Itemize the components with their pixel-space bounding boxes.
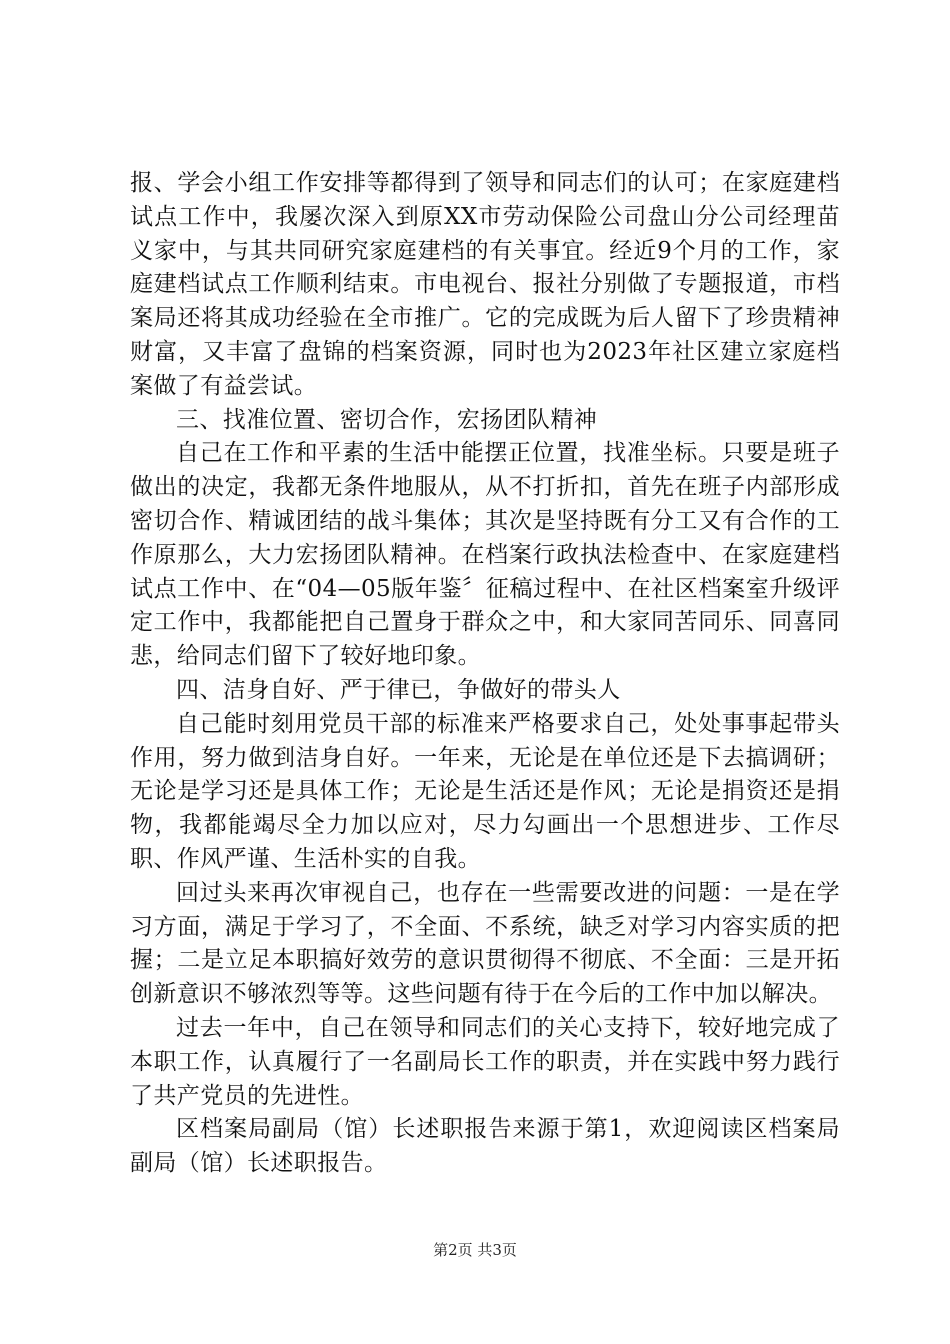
paragraph-3: 自己能时刻用党员干部的标准来严格要求自己，处处事事起带头作用，努力做到洁身自好。一年来，无论是在单位还是下去搞调研；无论是学习还是具体工作；无论是生活还是作风；无论是捐资还是捐物，我都能竭尽全力加以应对，尽力勾画出一个思想进步、工作尽职、作风严谨、生活朴实的自我。	[130, 710, 840, 872]
paragraph-1: 报、学会小组工作安排等都得到了领导和同志们的认可；在家庭建档试点工作中，我屡次深入到原XX市劳动保险公司盘山分公司经理苗义家中，与其共同研究家庭建档的有关事宜。经近9个月的工作，家庭建档试点工作顺利结束。市电视台、报社分别做了专题报道，市档案局还将其成功经验在全市推广。它的完成既为后人留下了珍贵精神财富，又丰富了盘锦的档案资源，同时也为2023年社区建立家庭档案做了有益尝试。	[130, 170, 840, 399]
paragraph-5: 过去一年中，自己在领导和同志们的关心支持下，较好地完成了本职工作，认真履行了一名副局长工作的职责，并在实践中努力践行了共产党员的先进性。	[130, 1014, 840, 1109]
page-footer: 第2页 共3页	[433, 1241, 517, 1259]
paragraph-2: 自己在工作和平素的生活中能摆正位置，找准坐标。只要是班子做出的决定，我都无条件地服从，从不打折扣，首先在班子内部形成密切合作、精诚团结的战斗集体；其次是坚持既有分工又有合作的工作原那么，大力宏扬团队精神。在档案行政执法检查中、在家庭建档试点工作中、在“04—05版年鉴〞征稿过程中、在社区档案室升级评定工作中，我都能把自己置身于群众之中，和大家同苦同乐、同喜同悲，给同志们留下了较好地印象。	[130, 440, 840, 670]
document-body	[130, 167, 840, 1181]
section-heading-4: 四、洁身自好、严于律已，争做好的带头人	[176, 676, 621, 703]
paragraph-6: 区档案局副局（馆）长述职报告来源于第1，欢迎阅读区档案局副局（馆）长述职报告。	[130, 1116, 840, 1177]
paragraph-4: 回过头来再次审视自己，也存在一些需要改进的问题：一是在学习方面，满足于学习了，不全面、不系统，缺乏对学习内容实质的把握；二是立足本职搞好效劳的意识贯彻得不彻底、不全面：三是开拓创新意识不够浓烈等等。这些问题有待于在今后的工作中加以解决。	[130, 879, 840, 1008]
section-heading-3: 三、找准位置、密切合作，宏扬团队精神	[176, 406, 598, 433]
